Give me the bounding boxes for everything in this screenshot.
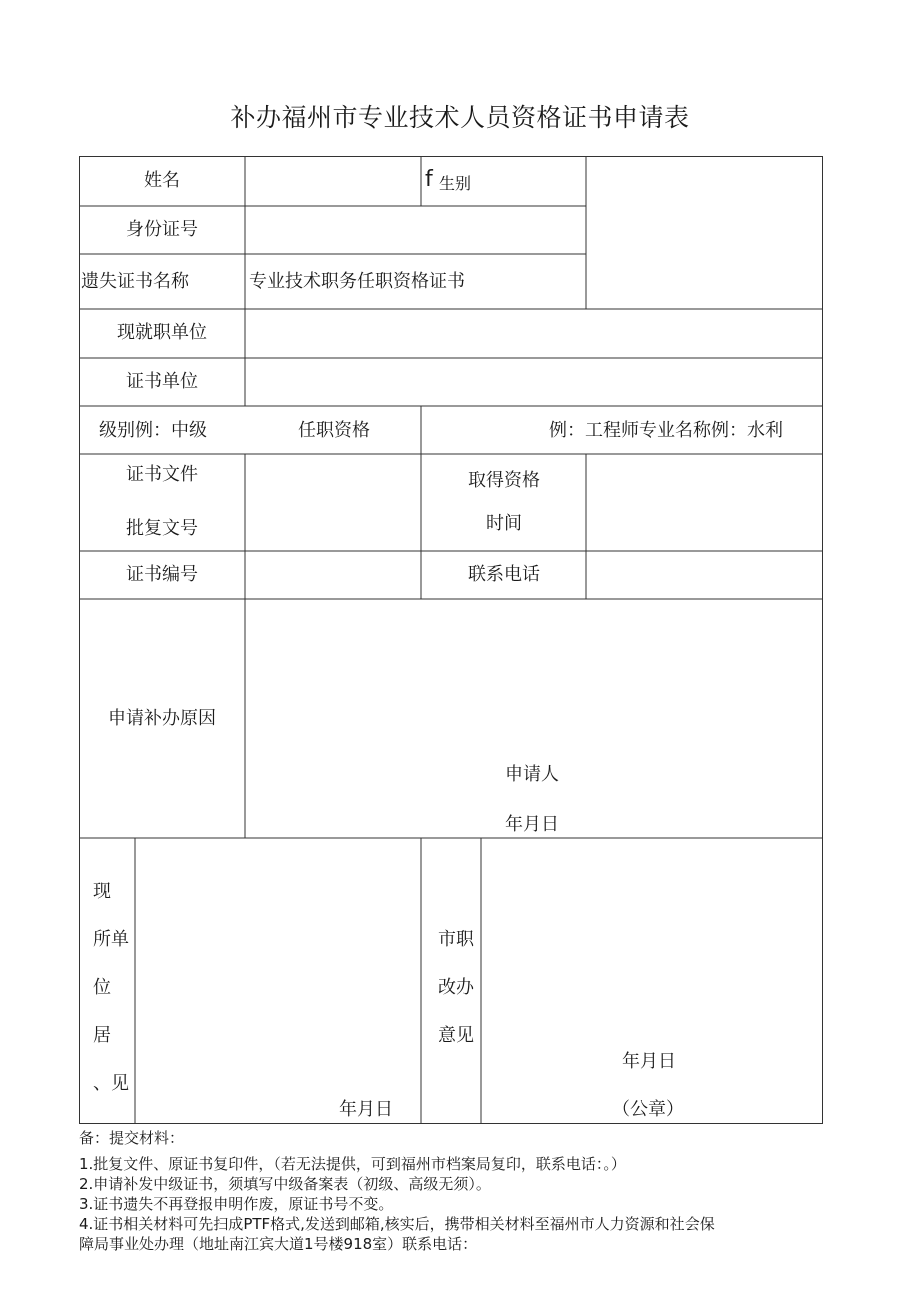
lost-cert-value[interactable]: 专业技术职务任职资格证书 [249, 271, 465, 292]
notes-section [79, 1128, 829, 1254]
cert-number-field[interactable] [246, 552, 421, 599]
note-item: 2.申请补发中级证书，须填写中级备案表（初级、高级无须）。 [79, 1175, 491, 1193]
unit-opinion-char: 现 [93, 881, 111, 902]
employer-field[interactable] [246, 310, 822, 358]
level-label: 级别例：中级 [99, 420, 207, 441]
approval-number-field[interactable] [246, 455, 421, 551]
obtain-label-1: 取得资格 [468, 470, 540, 491]
id-number-label: 身份证号 [126, 219, 198, 240]
unit-opinion-char: 居 [93, 1025, 111, 1046]
cert-number-label: 证书编号 [126, 564, 198, 585]
city-opinion-field[interactable] [482, 839, 822, 1039]
city-opinion-char: 改办 [438, 977, 474, 998]
application-form [79, 156, 823, 1124]
cert-unit-field[interactable] [246, 359, 822, 406]
obtain-time-field[interactable] [587, 455, 822, 551]
applicant-date: 年月日 [505, 814, 559, 835]
name-label: 姓名 [144, 170, 180, 191]
gender-label: 生别 [439, 174, 472, 193]
unit-opinion-label [93, 868, 133, 1108]
gender-marker: f [425, 167, 433, 192]
note-item: 1.批复文件、原证书复印件，（若无法提供，可到福州市档案局复印，联系电话：。） [79, 1155, 626, 1173]
page-title: 补办福州市专业技术人员资格证书申请表 [230, 103, 690, 132]
city-opinion-seal: （公章） [612, 1099, 684, 1120]
unit-opinion-field[interactable] [136, 839, 421, 1059]
city-opinion-date: 年月日 [622, 1051, 676, 1072]
unit-opinion-char: 、见 [93, 1073, 129, 1094]
employer-label: 现就职单位 [117, 322, 207, 343]
photo-area[interactable] [587, 157, 822, 309]
note-item: 4.证书相关材料可先扫成PTF格式,发送到邮箱,核实后，携带相关材料至福州市人力资源和社会保 [79, 1215, 715, 1233]
note-item: 障局事业处办理（地址南江宾大道1号楼918室）联系电话： [79, 1235, 478, 1253]
qualification-label: 任职资格 [298, 420, 370, 441]
phone-label: 联系电话 [468, 564, 540, 585]
example-text: 例：工程师专业名称例：水利 [549, 420, 783, 441]
obtain-label-2: 时间 [486, 513, 522, 534]
reason-field[interactable] [246, 600, 822, 770]
applicant-label: 申请人 [505, 764, 559, 785]
name-field[interactable] [246, 157, 421, 206]
cert-doc-label-2: 批复文号 [126, 518, 198, 539]
cert-doc-label-1: 证书文件 [126, 464, 198, 485]
city-opinion-char: 市职 [438, 929, 474, 950]
reason-label: 申请补办原因 [108, 708, 216, 729]
unit-opinion-char: 位 [93, 977, 111, 998]
note-item: 3.证书遗失不再登报申明作废，原证书号不变。 [79, 1195, 394, 1213]
cert-unit-label: 证书单位 [126, 371, 198, 392]
id-number-field[interactable] [246, 207, 586, 254]
city-opinion-label [438, 916, 478, 1060]
notes-heading: 备：提交材料： [79, 1129, 185, 1147]
unit-opinion-date: 年月日 [339, 1099, 393, 1120]
city-opinion-char: 意见 [438, 1025, 474, 1046]
unit-opinion-char: 所单 [93, 929, 129, 950]
phone-field[interactable] [587, 552, 822, 599]
lost-cert-label: 遗失证书名称 [81, 271, 189, 292]
